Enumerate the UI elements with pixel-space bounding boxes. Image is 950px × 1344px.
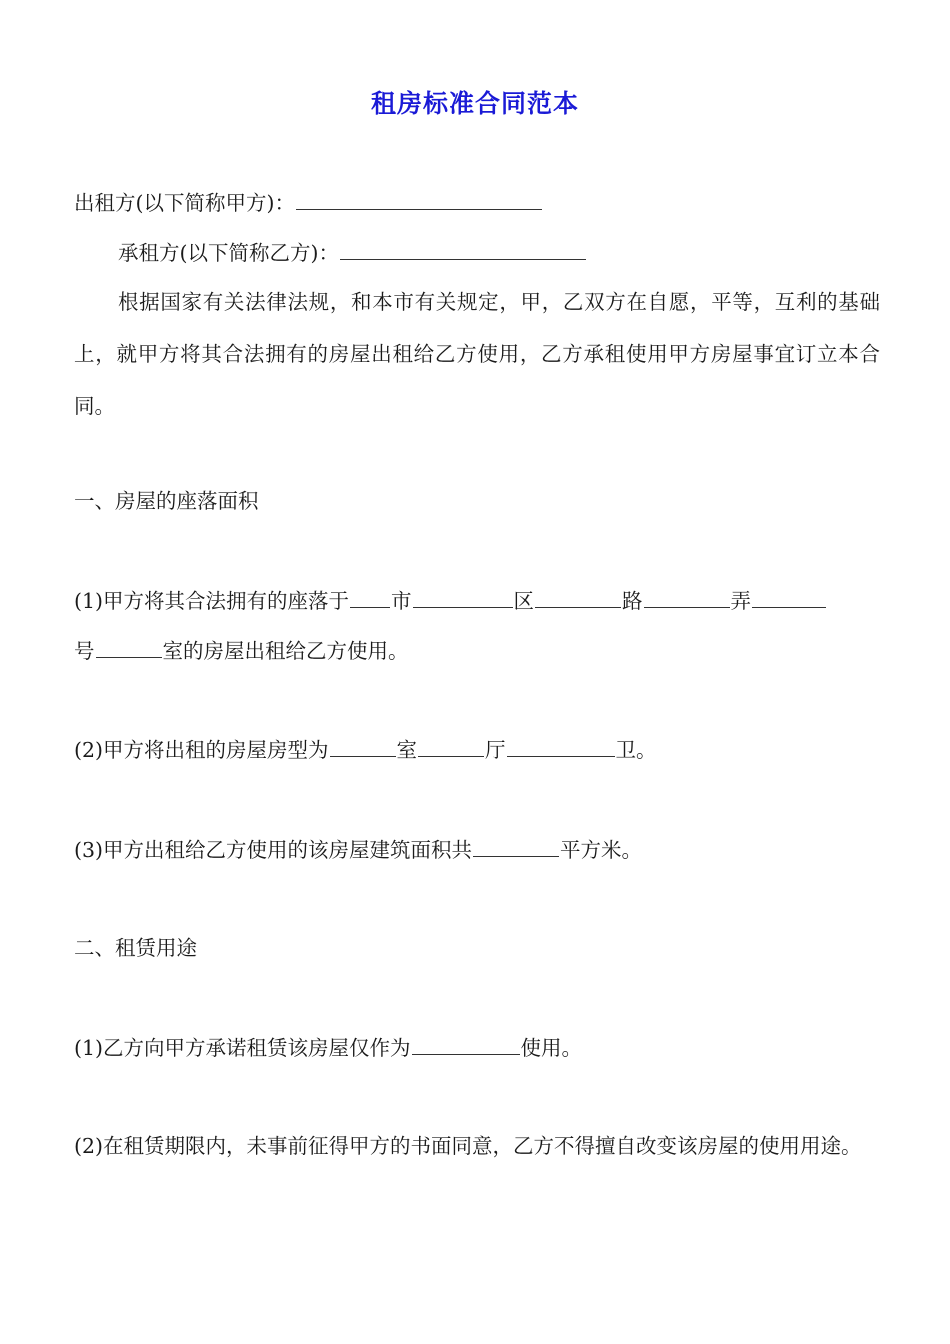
section1-item3 xyxy=(74,836,642,863)
city-label: 市 xyxy=(391,589,412,613)
party-b-line xyxy=(118,239,587,266)
lane-label: 弄 xyxy=(730,589,752,613)
section2-item2: (2)在租赁期限内，未事前征得甲方的书面同意，乙方不得擅自改变该房屋的使用用途。 xyxy=(74,1134,862,1158)
city-blank[interactable] xyxy=(350,587,390,608)
usage-blank[interactable] xyxy=(412,1034,520,1055)
area-suffix: 平方米。 xyxy=(560,838,643,862)
section1-item2 xyxy=(74,736,657,763)
usage-prefix: (1)乙方向甲方承诺租赁该房屋仅作为 xyxy=(74,1036,411,1060)
district-blank[interactable] xyxy=(413,587,513,608)
room-text: 室的房屋出租给乙方使用。 xyxy=(162,639,409,663)
number-blank[interactable] xyxy=(752,587,826,608)
bath-label: 卫。 xyxy=(615,738,657,762)
section1-item1-line2 xyxy=(74,637,409,664)
party-b-blank[interactable] xyxy=(340,239,586,260)
hall-count-blank[interactable] xyxy=(418,736,484,757)
party-a-blank[interactable] xyxy=(296,189,542,210)
area-blank[interactable] xyxy=(473,836,559,857)
bath-count-blank[interactable] xyxy=(507,736,615,757)
party-a-label: 出租方(以下简称甲方)： xyxy=(74,191,295,215)
item1-prefix: (1)甲方将其合法拥有的座落于 xyxy=(74,589,350,613)
road-label: 路 xyxy=(622,589,643,613)
lane-blank[interactable] xyxy=(644,587,730,608)
party-a-line xyxy=(74,189,543,216)
section2-heading: 二、租赁用途 xyxy=(74,936,197,960)
section1-item1-line1 xyxy=(74,587,827,614)
room-count-blank[interactable] xyxy=(330,736,396,757)
usage-suffix: 使用。 xyxy=(520,1036,583,1060)
number-label: 号 xyxy=(74,639,95,663)
district-label: 区 xyxy=(513,589,535,613)
section2-item1 xyxy=(74,1034,582,1061)
party-b-label: 承租方(以下简称乙方)： xyxy=(118,241,339,265)
road-blank[interactable] xyxy=(535,587,621,608)
item3-prefix: (3)甲方出租给乙方使用的该房屋建筑面积共 xyxy=(74,838,473,862)
section1-heading: 一、房屋的座落面积 xyxy=(74,489,259,513)
room-number-blank[interactable] xyxy=(96,637,162,658)
item2-prefix: (2)甲方将出租的房屋房型为 xyxy=(74,738,329,762)
document-title: 租房标准合同范本 xyxy=(370,89,579,118)
hall-label: 厅 xyxy=(485,738,506,762)
room-label: 室 xyxy=(396,738,418,762)
intro-paragraph: 根据国家有关法律法规，和本市有关规定，甲，乙双方在自愿，平等，互利的基础上，就甲方将其合法拥有的房屋出租给乙方使用，乙方承租使用甲方房屋事宜订立本合同。 xyxy=(74,290,880,418)
